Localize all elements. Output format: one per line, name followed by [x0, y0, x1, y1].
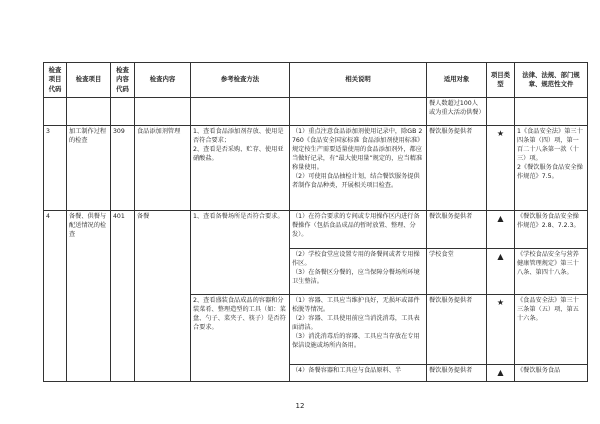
general-item-triangle: ▲ — [487, 249, 515, 295]
laws-cell: 《学校食品安全与营养健康管理规定》第三十八条、第四十八条。 — [515, 249, 588, 295]
target-cell: 餐人数超过100人或为重大活动供餐） — [427, 98, 487, 126]
header-type: 项目类型 — [487, 63, 515, 98]
laws-cell: 《餐饮服务食品 — [515, 365, 588, 382]
header-item: 检查项目 — [67, 63, 111, 98]
key-item-star: ★ — [487, 295, 515, 365]
header-notes: 相关说明 — [290, 63, 427, 98]
header-code: 检查项目代码 — [44, 63, 67, 98]
notes-cell: （2）学校食堂应设置专用的备餐间或者专用操作区。 （3）在备餐区分餐的，应当保障分餐场所环境卫生整洁。 — [290, 249, 427, 295]
content-cell: 食品添加剂管理 — [135, 126, 191, 211]
general-item-triangle: ▲ — [487, 211, 515, 249]
notes-cell: （1）容器、工具应当维护良好，无损坏或部件松脱等情况。 （2）容器、工具使用前应当消洗消毒，工具表面清洁。 （3）消洗消毒后的容器、工具应当存放在专用保洁设施或场所内备用。 — [290, 295, 427, 365]
target-cell: 餐饮服务提供者 — [427, 295, 487, 365]
table-row — [44, 211, 588, 249]
header-method: 参考检查方法 — [191, 63, 290, 98]
target-cell: 学校食堂 — [427, 249, 487, 295]
target-cell: 餐饮服务提供者 — [427, 211, 487, 249]
item-name-cell: 备餐、供餐与配送情况的检查 — [67, 211, 111, 382]
header-content: 检查内容 — [135, 63, 191, 98]
header-laws: 法律、法规、部门规章、规范性文件 — [515, 63, 588, 98]
target-cell: 餐饮服务提供者 — [427, 126, 487, 211]
content-code-cell: 309 — [111, 126, 135, 211]
header-content-code: 检查内容代码 — [111, 63, 135, 98]
header-target: 适用对象 — [427, 63, 487, 98]
content-cell: 备餐 — [135, 211, 191, 382]
table-row — [44, 98, 588, 126]
notes-cell: （1）在符合要求的专间或专用操作区内进行备餐操作（包括食品成品的暂时放置、整理、分发）。 — [290, 211, 427, 249]
key-item-star: ★ — [487, 126, 515, 211]
target-cell: 餐饮服务提供者 — [427, 365, 487, 382]
laws-cell: 《餐饮服务食品安全操作规范》2.8、7.2.3。 — [515, 211, 588, 249]
item-name-cell: 加工制作过程的检查 — [67, 126, 111, 211]
method-cell: 2、查看盛装食品成品的容器和分装菜肴、整理造型的工具（如：菜盘、勺子、菜夹子、筷子）是否符合要求。 — [191, 295, 290, 382]
item-code-cell: 4 — [44, 211, 67, 382]
item-code-cell: 3 — [44, 126, 67, 211]
inspection-table — [43, 62, 588, 382]
table-row — [44, 126, 588, 211]
page-number: 12 — [295, 402, 305, 410]
content-code-cell: 401 — [111, 211, 135, 382]
notes-cell: （4）备餐容器和工具应与食品原料、半 — [290, 365, 427, 382]
laws-cell: 1《食品安全法》第三十四条第（四）项，第一百二十八条第一款（十三）项。 2《餐饮服务食品安全操作规范》7.5。 — [515, 126, 588, 211]
notes-cell: （1）重点注意食品添加剂使用记录中，除GB 2760《食品安全国家标准 食品添加剂使用标准》规定按生产需要适量使用的食品添加剂外，都应当做好记录，有“最大使用量”规定的，应当精准称量使用。 （2）可使用食品抽检计划，结合餐饮服务提供者制作食品种类，开展相关项目检查。 — [290, 126, 427, 211]
general-item-triangle: ▲ — [487, 365, 515, 382]
laws-cell: 《食品安全法》第三十三条第（五）项、第五十六条。 — [515, 295, 588, 365]
table-header-row — [44, 63, 588, 98]
method-cell: 1、查看食品添加剂存放、使用是否符合要求； 2、查看是否采购、贮存、使用亚硝酸盐。 — [191, 126, 290, 211]
method-cell: 1、查看备餐场所是否符合要求。 — [191, 211, 290, 295]
